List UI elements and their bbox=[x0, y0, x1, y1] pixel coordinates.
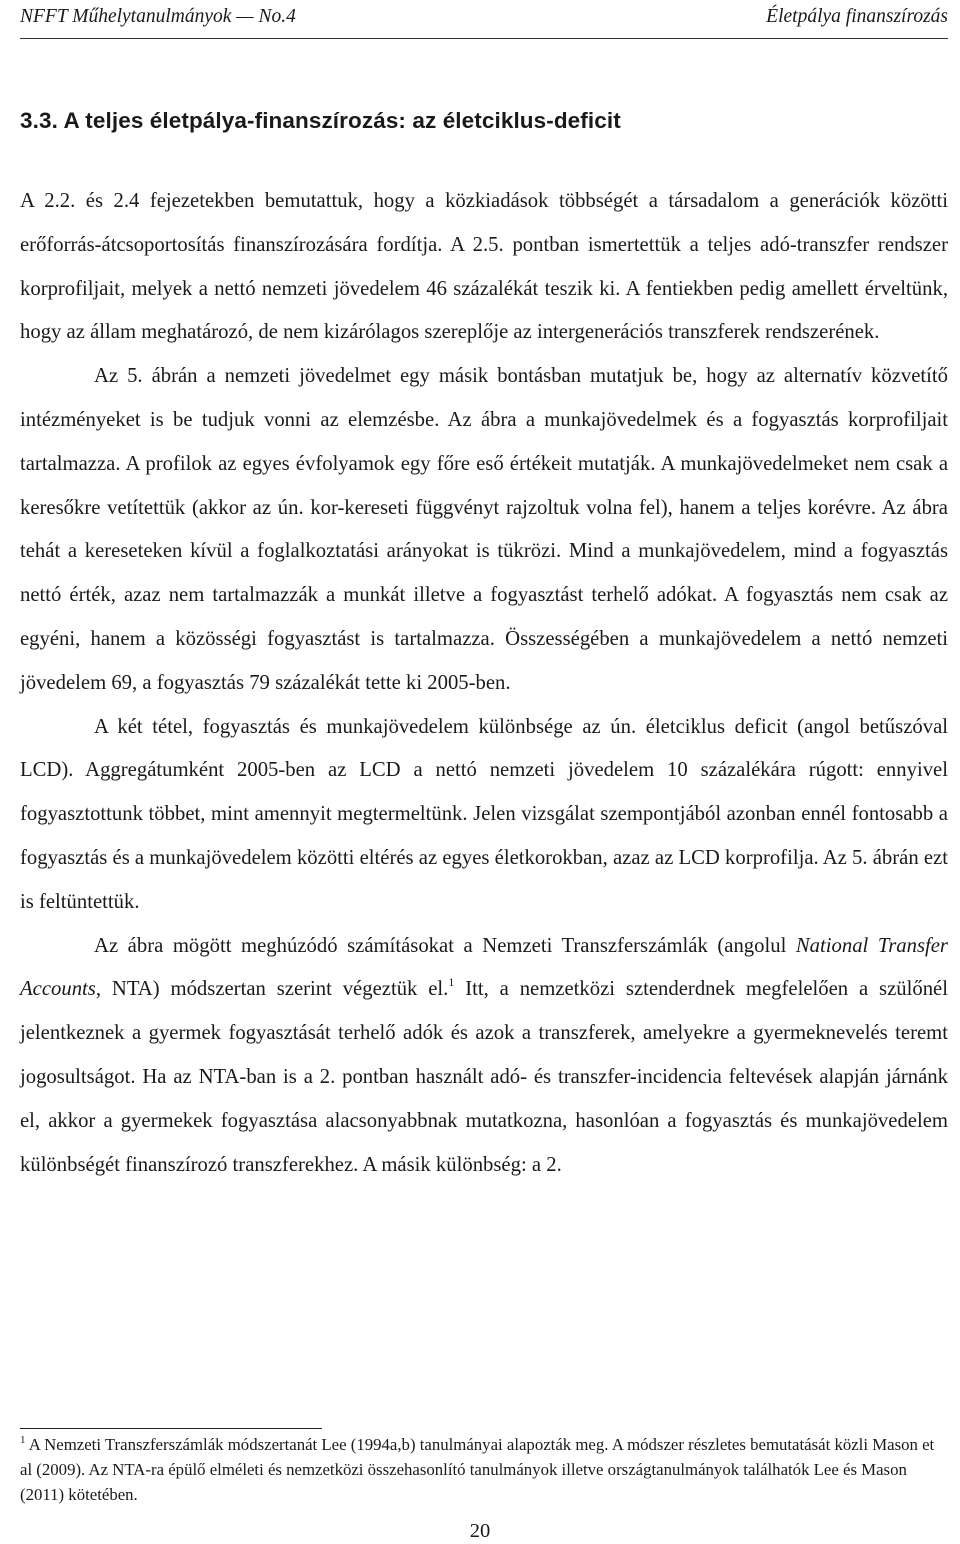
paragraph-1: A 2.2. és 2.4 fejezetekben bemutattuk, hogy a közkiadások többségét a társadalom a generációk közötti erőforrás-átcsoportosítás finanszírozására fordítja. A 2.5. pontban ismertettük a teljes adó-transzfer rendszer korprofiljait, melyek a nettó nemzeti jövedelem 46 százalékát teszik ki. A fentiekben pedig amellett érveltünk, hogy az állam meghatározó, de nem kizárólagos szereplője az intergenerációs transzferek rendszerének. bbox=[20, 190, 948, 344]
header-series-title: NFFT Műhelytanulmányok — No.4 bbox=[20, 6, 296, 27]
section-heading: 3.3. A teljes életpálya-finanszírozás: az életciklus-deficit bbox=[20, 108, 621, 133]
page-number: 20 bbox=[469, 1520, 491, 1542]
header-topic-title: Életpálya finanszírozás bbox=[766, 6, 948, 27]
footnote-reference[interactable]: 1 bbox=[448, 975, 455, 990]
footnote-number: 1 bbox=[20, 1434, 26, 1446]
running-header bbox=[20, 2, 948, 39]
paragraph-4-part-c: Itt, a nemzetközi sztenderdnek megfelelően a szülőnél jelentkeznek a gyermek fogyasztását terhelő adók és azok a transzferek, amelyekre a gyermeknevelés teremt jogosultságot. Ha az NTA-ban is a 2. pontban használt adó- és transzfer-incidencia feltevések alapján járnánk el, akkor a gyermekek fogyasztása alacsonyabbnak mutatkozna, hasonlóan a fogyasztás és munkajövedelem különbségét finanszírozó transzferekhez. A másik különbség: a 2. bbox=[20, 978, 948, 1176]
footnote-text: A Nemzeti Transzferszámlák módszertanát Lee (1994a,b) tanulmányai alapozták meg. A módszer részletes bemutatását közli Mason et al (2009). Az NTA-ra épülő elméleti és nemzetközi összehasonlító tanulmányok illetve országtanulmányok találhatók Lee és Mason (2011) kötetében. bbox=[20, 1435, 935, 1504]
paragraph-4-part-a: Az ábra mögött meghúzódó számításokat a Nemzeti Transzferszámlák (angolul bbox=[94, 934, 796, 957]
nta-english-term: National Transfer Accounts bbox=[20, 934, 948, 1001]
footnote bbox=[20, 1432, 948, 1507]
paragraph-2: Az 5. ábrán a nemzeti jövedelmet egy másik bontásban mutatjuk be, hogy az alternatív közvetítő intézményeket is be tudjuk vonni az elemzésbe. Az ábra a munkajövedelmek és a fogyasztás korprofiljait tartalmazza. A profilok az egyes évfolyamok egy főre eső értékeit mutatják. A munkajövedelmeket nem csak a keresőkre vetítettük (akkor az ún. kor-kereseti függvényt rajzoltuk volna fel), hanem a teljes korévre. Az ábra tehát a kereseteken kívül a foglalkoztatási arányokat is tükrözi. Mind a munkajövedelem, mind a fogyasztás nettó érték, azaz nem tartalmazzák a munkát illetve a fogyasztást terhelő adókat. A fogyasztás nem csak az egyéni, hanem a közösségi fogyasztást is tartalmazza. Összességében a munkajövedelem a nettó nemzeti jövedelem 69, a fogyasztás 79 százalékát tette ki 2005-ben. bbox=[20, 365, 948, 694]
paragraph-3: A két tétel, fogyasztás és munkajövedelem különbsége az ún. életciklus deficit (angol betűszóval LCD). Aggregátumként 2005-ben az LCD a nettó nemzeti jövedelem 10 százalékára rúgott: ennyivel fogyasztottunk többet, mint amennyit megtermeltünk. Jelen vizsgálat szempontjából azonban ennél fontosabb a fogyasztás és a munkajövedelem közötti eltérés az egyes életkorokban, azaz az LCD korprofilja. Az 5. ábrán ezt is feltüntettük. bbox=[20, 715, 948, 913]
footnote-separator bbox=[20, 1428, 322, 1429]
paragraph-4-part-b: , NTA) módszertan szerint végeztük el. bbox=[95, 978, 449, 1001]
body-text bbox=[20, 180, 948, 1187]
paragraph-4 bbox=[20, 925, 948, 1188]
